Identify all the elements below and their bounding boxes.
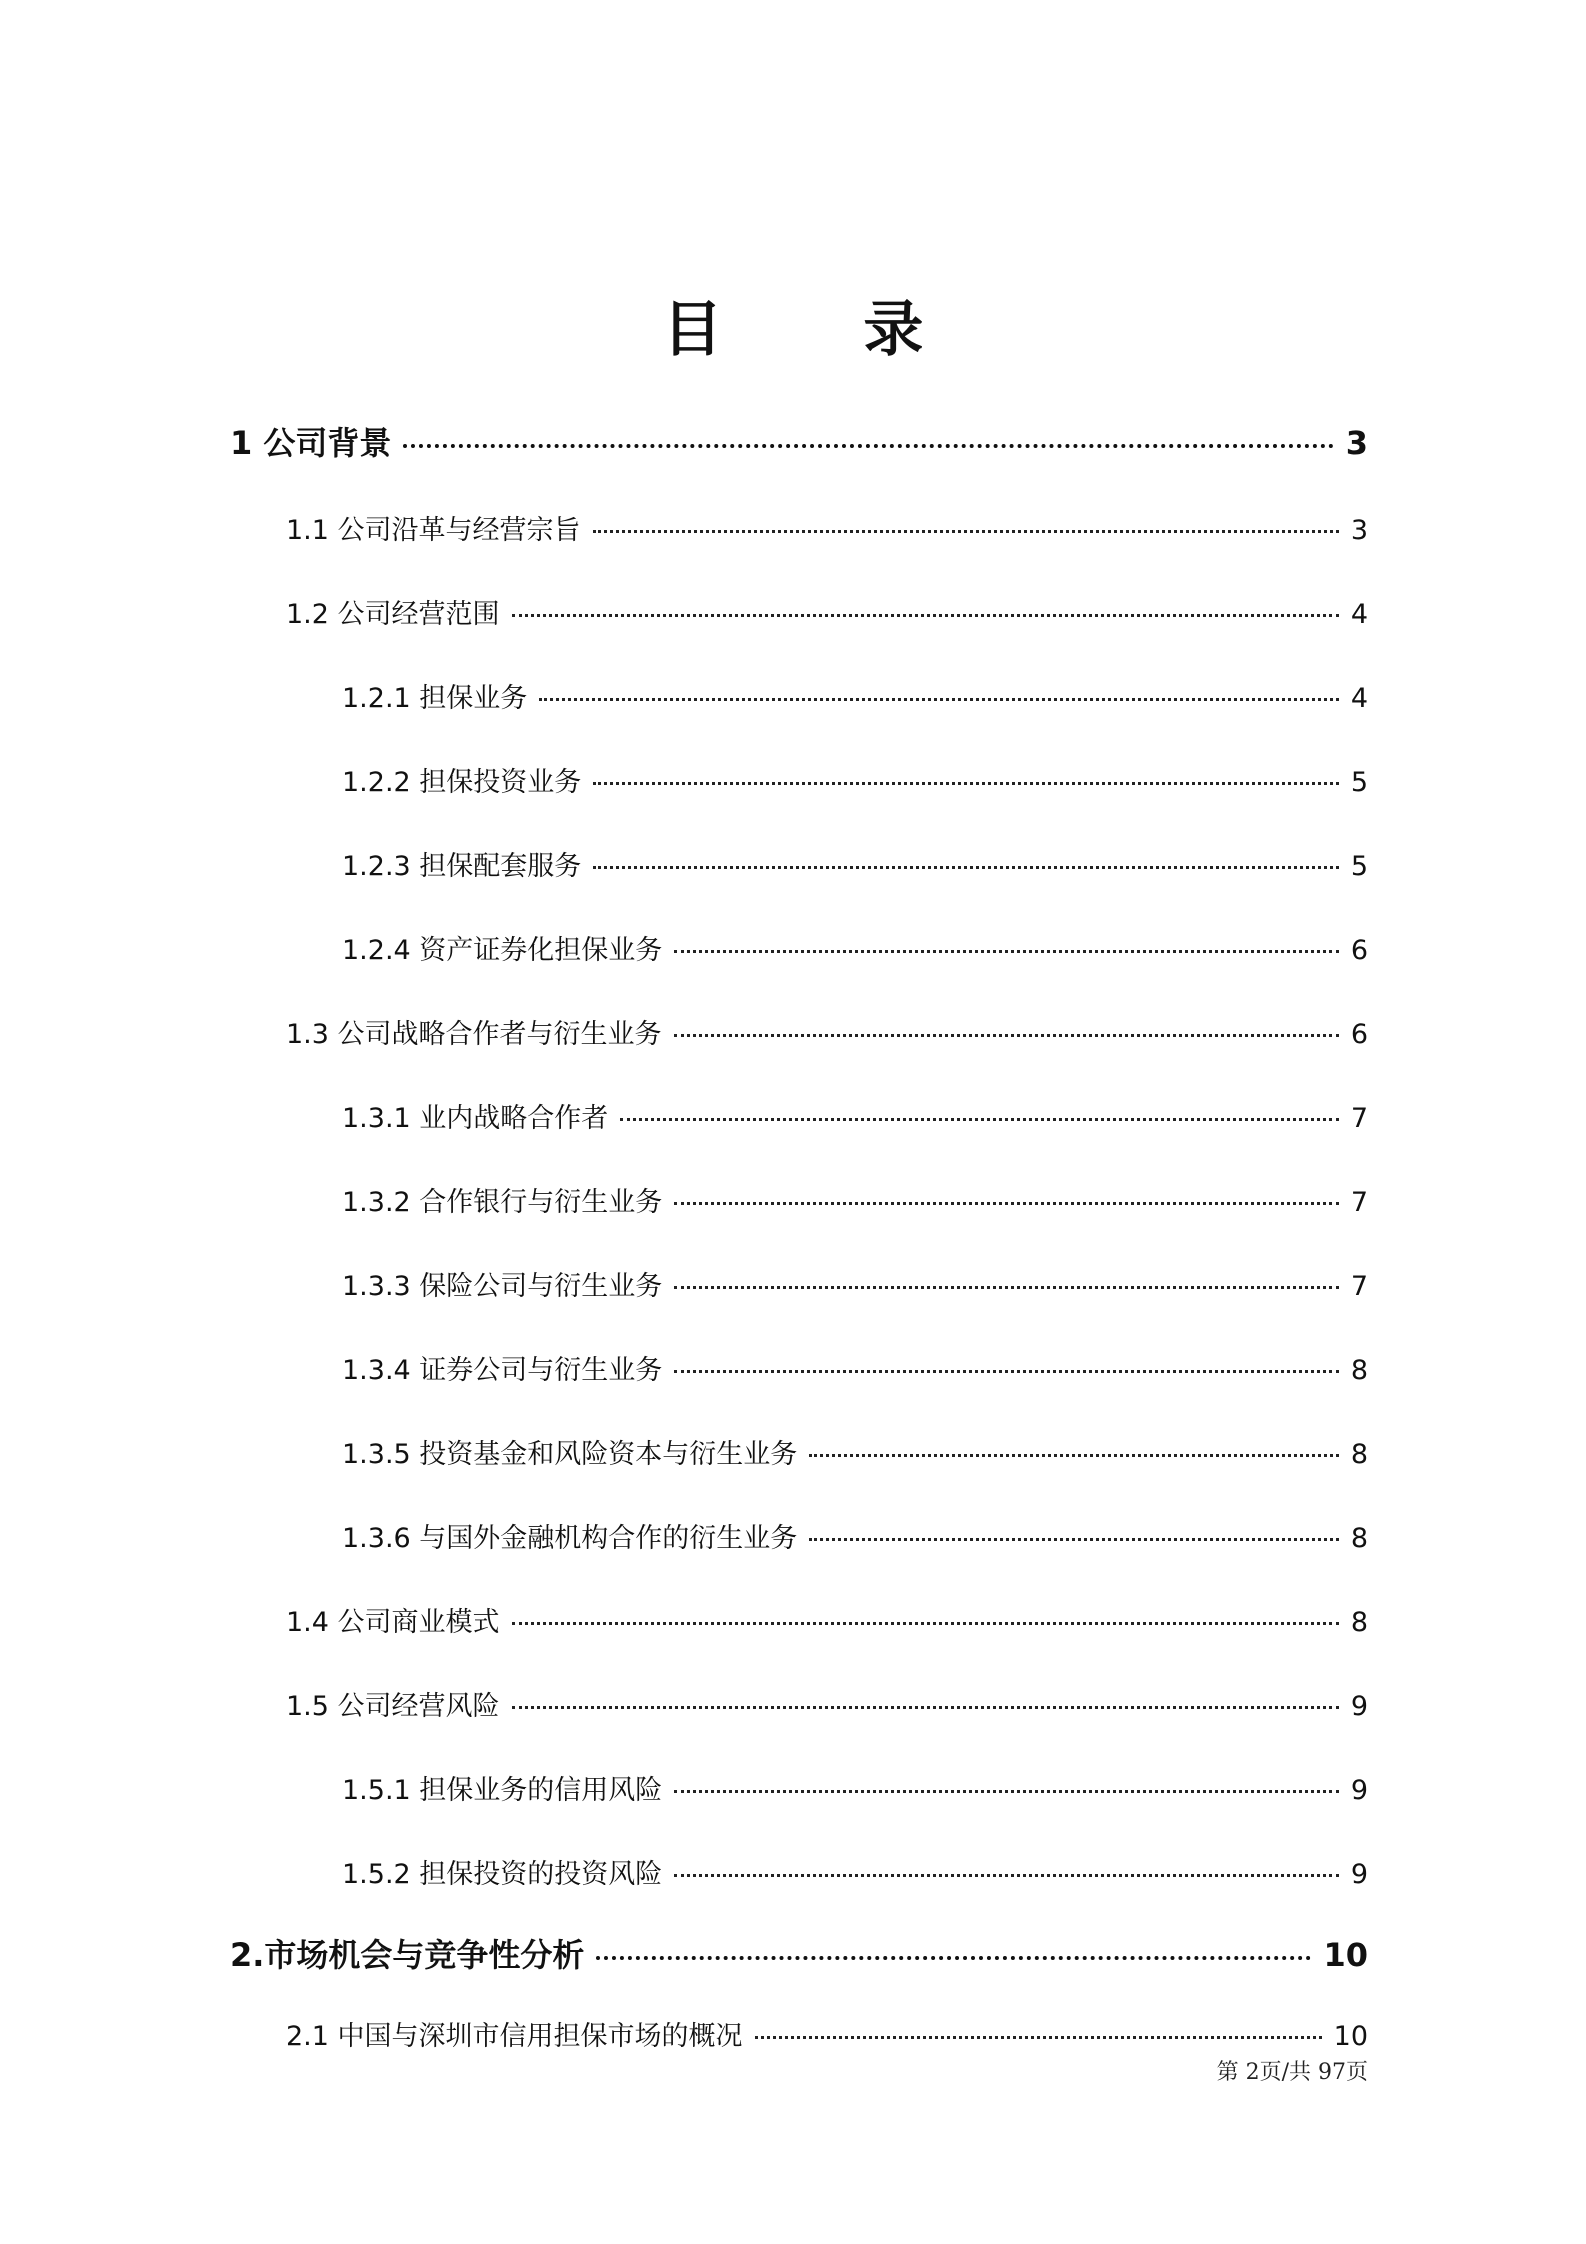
toc-entry-1-2-1[interactable] (342, 676, 1368, 720)
toc-entry-1-2-3[interactable] (342, 844, 1368, 888)
toc-page-number: 8 (1350, 1355, 1368, 1386)
toc-page-number: 9 (1350, 1691, 1368, 1722)
toc-entry-1-5[interactable] (286, 1684, 1368, 1728)
toc-page-number: 10 (1333, 2021, 1368, 2052)
toc-page-number: 8 (1350, 1523, 1368, 1554)
toc-entry-label: 1.2.1 担保业务 (342, 683, 528, 714)
dot-leader (596, 1956, 1311, 1960)
toc-entry-1-3[interactable] (286, 1012, 1368, 1056)
toc-page-number: 7 (1350, 1103, 1368, 1134)
toc-entry-label: 1.2 公司经营范围 (286, 599, 500, 630)
toc-entry-label: 1.5.1 担保业务的信用风险 (342, 1775, 663, 1806)
toc-page-number: 4 (1350, 599, 1368, 630)
toc-entry-1-3-6[interactable] (342, 1516, 1368, 1560)
toc-page-number: 3 (1350, 515, 1368, 546)
toc-page-number: 8 (1350, 1607, 1368, 1638)
toc-entry-label: 2.市场机会与竞争性分析 (230, 1936, 585, 1974)
toc-entry-label: 1.3.1 业内战略合作者 (342, 1103, 609, 1134)
dot-leader (593, 530, 1339, 533)
dot-leader (809, 1538, 1339, 1541)
toc-entry-1-2-4[interactable] (342, 928, 1368, 972)
toc-entry-label: 1.2.3 担保配套服务 (342, 851, 582, 882)
toc-entry-2-1[interactable] (286, 2014, 1368, 2058)
dot-leader (674, 1370, 1339, 1373)
toc-entry-label: 1.5.2 担保投资的投资风险 (342, 1859, 663, 1890)
toc-entry-label: 1.1 公司沿革与经营宗旨 (286, 515, 581, 546)
toc-page-number: 8 (1350, 1439, 1368, 1470)
dot-leader (674, 1202, 1339, 1205)
dot-leader (512, 1706, 1339, 1709)
toc-page-number: 5 (1350, 767, 1368, 798)
toc-entry-label: 1.5 公司经营风险 (286, 1691, 500, 1722)
toc-entry-1-5-2[interactable] (342, 1852, 1368, 1896)
toc-entry-label: 1.4 公司商业模式 (286, 1607, 500, 1638)
toc-entry-label: 1.2.2 担保投资业务 (342, 767, 582, 798)
toc-page-number: 4 (1350, 683, 1368, 714)
toc-entry-2[interactable] (230, 1930, 1368, 1980)
dot-leader (539, 698, 1339, 701)
toc-entry-1-2-2[interactable] (342, 760, 1368, 804)
toc-page-number: 5 (1350, 851, 1368, 882)
dot-leader (620, 1118, 1339, 1121)
dot-leader (512, 1622, 1339, 1625)
toc-entry-label: 1.3.2 合作银行与衍生业务 (342, 1187, 663, 1218)
toc-entry-label: 1 公司背景 (230, 424, 392, 462)
toc-entry-label: 1.2.4 资产证券化担保业务 (342, 935, 663, 966)
toc-entry-1-2[interactable] (286, 592, 1368, 636)
toc-page-number: 7 (1350, 1187, 1368, 1218)
toc-entry-label: 1.3 公司战略合作者与衍生业务 (286, 1019, 662, 1050)
toc-entry-1-3-4[interactable] (342, 1348, 1368, 1392)
dot-leader (755, 2036, 1322, 2039)
toc-entry-1[interactable] (230, 418, 1368, 468)
toc-entry-1-1[interactable] (286, 508, 1368, 552)
toc-entry-1-3-3[interactable] (342, 1264, 1368, 1308)
toc-page-number: 10 (1323, 1936, 1368, 1974)
toc-page-number: 6 (1350, 935, 1368, 966)
dot-leader (593, 782, 1339, 785)
toc-page-number: 9 (1350, 1859, 1368, 1890)
dot-leader (403, 444, 1333, 448)
dot-leader (674, 950, 1339, 953)
toc-entry-1-3-5[interactable] (342, 1432, 1368, 1476)
toc-entry-label: 1.3.6 与国外金融机构合作的衍生业务 (342, 1523, 798, 1554)
dot-leader (674, 1286, 1339, 1289)
toc-page-number: 7 (1350, 1271, 1368, 1302)
page-footer: 第 2页/共 97页 (1216, 2060, 1368, 2085)
toc-entry-label: 1.3.3 保险公司与衍生业务 (342, 1271, 663, 1302)
dot-leader (674, 1790, 1339, 1793)
toc-title: 目 录 (662, 295, 984, 365)
toc-entry-1-5-1[interactable] (342, 1768, 1368, 1812)
toc-page-number: 9 (1350, 1775, 1368, 1806)
dot-leader (674, 1874, 1339, 1877)
toc-entry-label: 1.3.4 证券公司与衍生业务 (342, 1355, 663, 1386)
toc-entry-1-3-2[interactable] (342, 1180, 1368, 1224)
toc-entry-label: 2.1 中国与深圳市信用担保市场的概况 (286, 2021, 743, 2052)
toc-entry-label: 1.3.5 投资基金和风险资本与衍生业务 (342, 1439, 798, 1470)
dot-leader (593, 866, 1339, 869)
dot-leader (674, 1034, 1339, 1037)
toc-entry-1-4[interactable] (286, 1600, 1368, 1644)
dot-leader (809, 1454, 1339, 1457)
toc-entry-1-3-1[interactable] (342, 1096, 1368, 1140)
dot-leader (512, 614, 1339, 617)
toc-page-number: 6 (1350, 1019, 1368, 1050)
toc-page-number: 3 (1345, 424, 1368, 462)
